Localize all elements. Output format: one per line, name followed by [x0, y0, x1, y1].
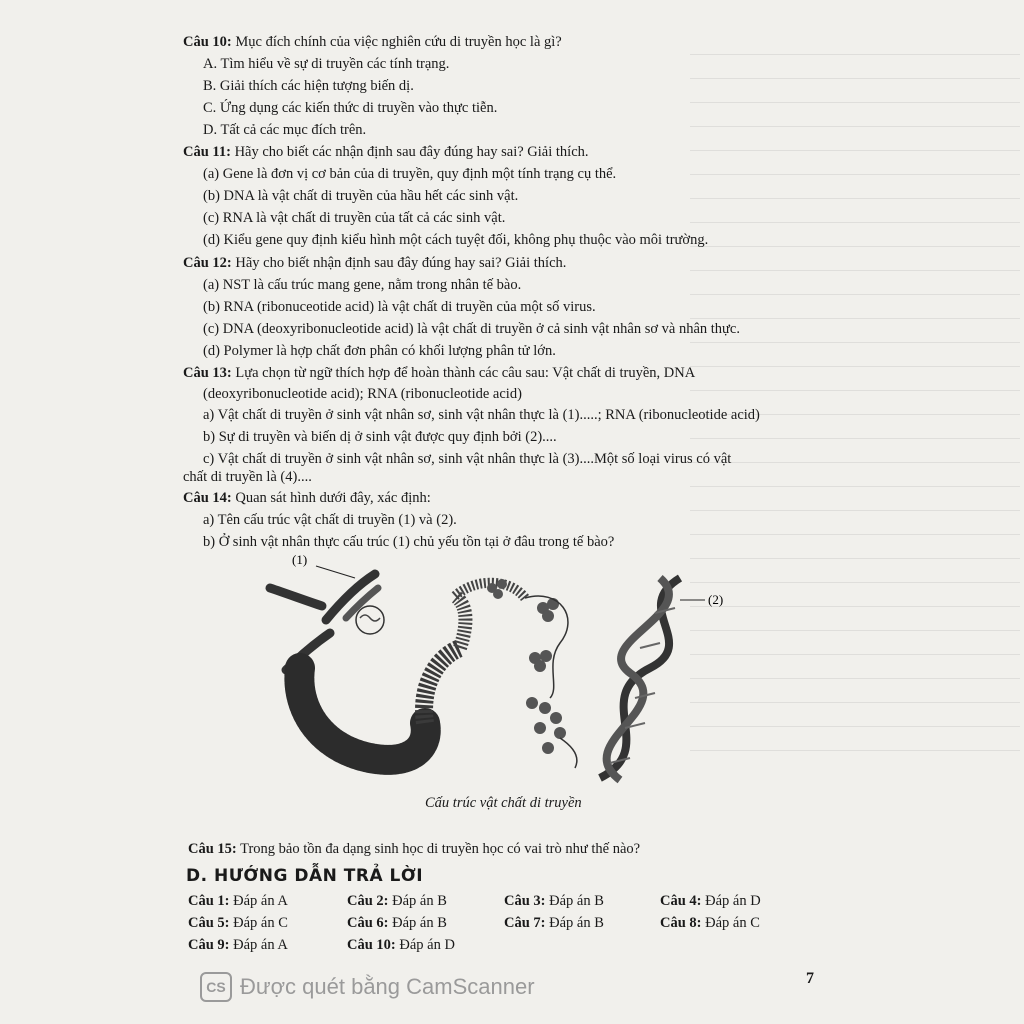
question-12 [183, 254, 566, 272]
label-1: (1) [292, 552, 308, 567]
dna-helix-icon [600, 578, 680, 780]
figure-caption: Cấu trúc vật chất di truyền [425, 795, 582, 811]
question-label: Câu 14: [183, 490, 232, 506]
question-text: Hãy cho biết các nhận định sau đây đúng hay sai? Giải thích. [234, 144, 589, 160]
option: (a) Gene là đơn vị cơ bản của di truyền, quy định một tính trạng cụ thể. [203, 166, 617, 182]
question-text: Mục đích chính của việc nghiên cứu di truyền học là gì? [235, 34, 562, 50]
camscanner-logo-icon: CS [200, 972, 232, 1002]
option: (d) Polymer là hợp chất đơn phân có khối lượng phân tử lớn. [203, 343, 556, 359]
label-1-pointer [316, 566, 355, 578]
page-number: 7 [806, 970, 814, 987]
option: A. Tìm hiểu về sự di truyền các tính trạng. [203, 56, 450, 72]
option: b) Sự di truyền và biến dị ở sinh vật được quy định bởi (2).... [203, 429, 557, 445]
answer-item: Câu 9: Đáp án A [188, 937, 288, 953]
question-11 [183, 143, 589, 161]
question-text: Quan sát hình dưới đây, xác định: [235, 490, 431, 506]
option: a) Vật chất di truyền ở sinh vật nhân sơ, sinh vật nhân thực là (1).....; RNA (ribonucleotide acid) [203, 407, 760, 423]
option: c) Vật chất di truyền ở sinh vật nhân sơ, sinh vật nhân thực là (3)....Một số loại virus có vật [203, 451, 732, 467]
question-label: Câu 10: [183, 34, 232, 50]
option: (c) DNA (deoxyribonucleotide acid) là vật chất di truyền ở cả sinh vật nhân sơ và nhân thực. [203, 321, 740, 337]
question-10 [183, 33, 562, 51]
answer-item: Câu 8: Đáp án C [660, 915, 760, 931]
option: (c) RNA là vật chất di truyền của tất cả các sinh vật. [203, 210, 506, 226]
answer-item: Câu 1: Đáp án A [188, 893, 288, 909]
answer-item: Câu 7: Đáp án B [504, 915, 604, 931]
question-text: Trong bảo tồn đa dạng sinh học di truyền học có vai trò như thế nào? [240, 841, 641, 857]
question-text-continued: (deoxyribonucleotide acid); RNA (ribonucleotide acid) [203, 386, 522, 402]
option: (d) Kiểu gene quy định kiểu hình một cách tuyệt đối, không phụ thuộc vào môi trường. [203, 232, 709, 248]
question-label: Câu 15: [188, 841, 237, 857]
option: a) Tên cấu trúc vật chất di truyền (1) và (2). [203, 512, 457, 528]
question-label: Câu 11: [183, 144, 231, 160]
question-text: Hãy cho biết nhận định sau đây đúng hay sai? Giải thích. [235, 255, 567, 271]
option: (a) NST là cấu trúc mang gene, nằm trong nhân tế bào. [203, 277, 522, 293]
watermark-text: Được quét bằng CamScanner [240, 974, 535, 999]
question-15 [188, 840, 640, 858]
option: B. Giải thích các hiện tượng biến dị. [203, 78, 414, 94]
magnify-circle [356, 606, 384, 634]
answer-item: Câu 10: Đáp án D [347, 937, 455, 953]
bleed-through-texture [690, 40, 1020, 760]
nucleosome-beads [487, 579, 566, 754]
camscanner-watermark [200, 972, 535, 1002]
answer-item: Câu 4: Đáp án D [660, 893, 761, 909]
question-label: Câu 13: [183, 365, 232, 381]
answer-item: Câu 5: Đáp án C [188, 915, 288, 931]
question-text: Lựa chọn từ ngữ thích hợp để hoàn thành các câu sau: Vật chất di truyền, DNA [235, 365, 696, 381]
label-2: (2) [708, 592, 724, 607]
answer-item: Câu 3: Đáp án B [504, 893, 604, 909]
option-continued: chất di truyền là (4).... [183, 469, 312, 485]
answer-item: Câu 2: Đáp án B [347, 893, 447, 909]
question-13 [183, 364, 695, 382]
option: b) Ở sinh vật nhân thực cấu trúc (1) chủ yếu tồn tại ở đâu trong tế bào? [203, 534, 615, 550]
answers-heading: D. HƯỚNG DẪN TRẢ LỜI [186, 866, 424, 886]
option: (b) DNA là vật chất di truyền của hầu hết các sinh vật. [203, 188, 519, 204]
question-label: Câu 12: [183, 255, 232, 271]
answer-item: Câu 6: Đáp án B [347, 915, 447, 931]
option: D. Tất cả các mục đích trên. [203, 122, 367, 138]
genetic-material-diagram [260, 548, 730, 788]
chromosome-icon [270, 574, 378, 670]
question-14 [183, 489, 431, 507]
option: C. Ứng dụng các kiến thức di truyền vào thực tiễn. [203, 100, 498, 116]
option: (b) RNA (ribonuceotide acid) là vật chất di truyền của một số virus. [203, 299, 596, 315]
